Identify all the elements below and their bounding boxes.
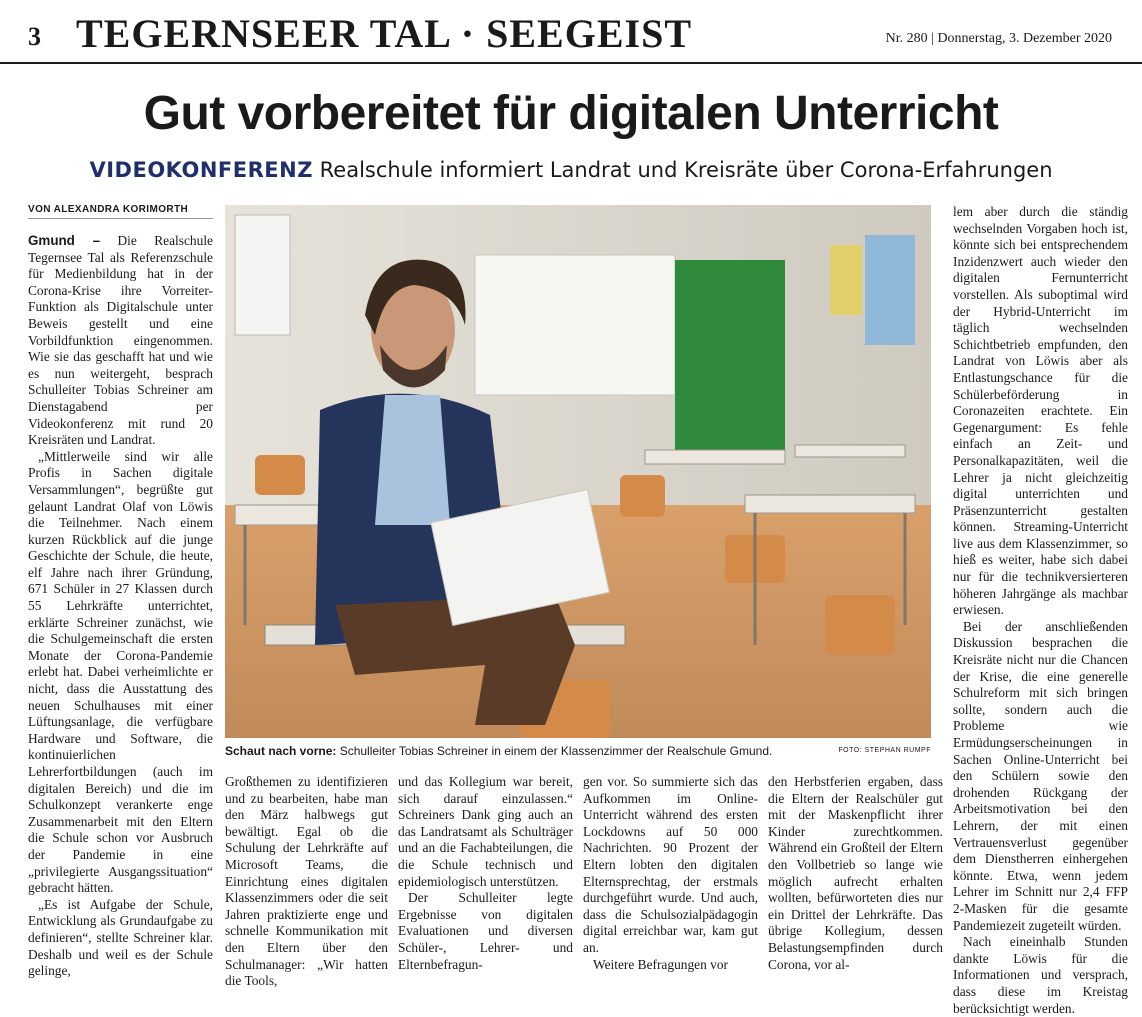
paragraph: Der Schulleiter legte Ergebnisse von digitalen Evaluationen und diversen Schüler-, Lehrer- und Elternbefragun-: [398, 890, 573, 972]
paragraph: Großthemen zu identifizieren und zu bearbeiten, habe man den März halbwegs gut bewältigt. Egal ob die Schulung der Lehrkräfte auf Microsoft Teams, die Einrichtung eines digitalen Klassenzimmers oder die seit Jahren praktizierte enge und schnelle Kommunikation mit den Eltern über den Schulmanager: „Wir hatten die Tools,: [225, 774, 388, 989]
caption-lead: Schaut nach vorne:: [225, 744, 337, 758]
whiteboard-left: [235, 215, 290, 335]
byline: VON ALEXANDRA KORIMORTH: [28, 204, 213, 219]
article-subheadline: [0, 158, 1142, 182]
article-column-6: [953, 204, 1128, 1016]
issue-info: Nr. 280 | Donnerstag, 3. Dezember 2020: [885, 31, 1112, 46]
green-door: [675, 260, 785, 460]
paragraph: lem aber durch die ständig wechselnden Vorgaben hoch ist, könnte sich bei entsprechendem Inzidenzwert auch wieder den digitalen Fernunterricht vorstellen. Als suboptimal wird der Hybrid-Unterricht im täglich wechselnden Schichtbetrieb empfunden, den Landrat von Löwis aber als Entlastungschance für die Schülerbeförderung in Coronazeiten erachtete. Ein Gegenargument: Es fehle einfach an Zeit- und Personalkapazitäten, weil die Lehrer ja nicht gleichzeitig digital unterrichten und Präsenzunterricht gestalten können. Streaming-Unterricht live aus dem Klassenzimmer, so hieß es weiter, habe sich dabei nur für die technikversierteren höheren Jahrgänge als machbar erwiesen.: [953, 204, 1128, 618]
section-title: TEGERNSEER TAL · SEEGEIST: [76, 11, 692, 56]
classroom-photo: [225, 205, 931, 738]
page-number: 3: [28, 22, 41, 51]
article-column-5: [768, 774, 943, 974]
kicker: VIDEOKONFERENZ: [89, 158, 313, 182]
paragraph: „Es ist Aufgabe der Schule, Entwicklung als Grundaufgabe zu definieren“, stellte Schreiner klar. Deshalb und weil es der Schule gelinge,: [28, 896, 213, 979]
paragraph: und das Kollegium war bereit, sich darauf einzulassen.“ Schreiners Dank ging auch an das Landratsamt als Schulträger und an die Fachabteilungen, die die Schule technisch und epidemiologisch unterstützen.: [398, 774, 573, 889]
paragraph: „Mittlerweile sind wir alle Profis in Sachen digitale Versammlungen“, begrüßte gut gelaunt Landrat Olaf von Löwis die Teilnehmer. Nach einem kurzen Rückblick auf die junge Geschichte der Schule, die heute, elf Jahre nach ihrer Gründung, 671 Schüler in 27 Klassen durch 55 Lehrkräfte unterrichtet, erklärte Schreiner zunächst, wie die Schulgemeinschaft die ersten Monate der Corona-Pandemie erlebt hat. Dabei verheimlichte er nicht, dass die Ausstattung des neuen Schulhauses mit einer Lüftungsanlage, die verfügbare Hardware und Software, die kontinuierlichen Lehrerfortbildungen (auch im digitalen Bereich) und die im Schulkonzept verankerte enge Zusammenarbeit mit den Eltern die Schule schon vor Ausbruch der Pandemie in eine „privilegierte Ausgangssituation“ gebracht hätten.: [28, 448, 213, 896]
paragraph: den Herbstferien ergaben, dass die Eltern der Realschüler gut mit der Maskenpflicht ihrer Kinder zurechtkommen. Während ein Großteil der Eltern den Vollbetrieb so lange wie möglich aufrecht erhalten wollten, befürworteten dies nur ein Drittel der Lehrkräfte. Das übrige Kollegium, dessen Belastungsempfinden durch Corona, vor al-: [768, 774, 943, 972]
poster-2: [830, 245, 862, 315]
article-column-1: [28, 233, 213, 979]
subheadline-text: Realschule informiert Landrat und Kreisräte über Corona-Erfahrungen: [319, 158, 1053, 182]
paragraph: gen vor. So summierte sich das Aufkommen im Online-Unterricht während des ersten Lockdowns auf 50 000 Nachrichten. 90 Prozent der Eltern lobten den digitalen Elternsprechtag, der erstmals durchgeführt wurde. Und auch, dass die Schulsozialpädagogin digital erreichbar war, kam gut an.: [583, 774, 758, 955]
article-headline: Gut vorbereitet für digitalen Unterricht: [143, 87, 999, 140]
photo-caption: [225, 744, 931, 758]
caption-text: Schulleiter Tobias Schreiner in einem der Klassenzimmer der Realschule Gmund.: [339, 744, 773, 758]
article-column-2: [225, 774, 388, 989]
paragraph: Gmund – Die Realschule Tegernsee Tal als Referenzschule für Medienbildung hat in der Corona-Krise ihre Vorreiter-Funktion als Digitalschule unter Beweis gestellt und eine Vorbildfunktion eingenommen. Wie sie das geschafft hat und wie es nun weitergeht, besprach Schulleiter Tobias Schreiner am Dienstagabend per Videokonferenz mit rund 20 Kreisräten und Landrat.: [28, 233, 213, 448]
photo-credit: FOTO: STEPHAN RUMPF: [838, 747, 931, 754]
poster: [865, 235, 915, 345]
article-photo: [225, 205, 931, 738]
masthead: [0, 0, 1142, 64]
paragraph: Weitere Befragungen vor: [593, 956, 728, 972]
dateline: Gmund –: [28, 233, 101, 248]
paragraph: Nach eineinhalb Stunden dankte Löwis für die Informationen und versprach, dass diese im Kreistag berücksichtigt werden.: [953, 934, 1128, 1016]
paragraph: Bei der anschließenden Diskussion besprachen die Kreisräte nicht nur die Chancen der Krise, die eine generelle Schulreform mit sich bringen sollte, sondern auch die Probleme wie Ermüdungserscheinungen in Sachen Online-Unterricht bei den Schülern sowie den drohenden Rückgang der Arbeitsmotivation bei den Lehrern, der mit einen Vertrauensverlust gegenüber dem Dienstherren einhergehen könnte. Etwa, wenn jedem Lehrer im Schnitt nur 2,4 FFP 2-Masken für die gesamte Pandemiezeit zugeteilt würden.: [953, 618, 1128, 933]
article-column-3: [398, 774, 573, 974]
whiteboard: [475, 255, 675, 395]
article-column-4: [583, 774, 758, 974]
